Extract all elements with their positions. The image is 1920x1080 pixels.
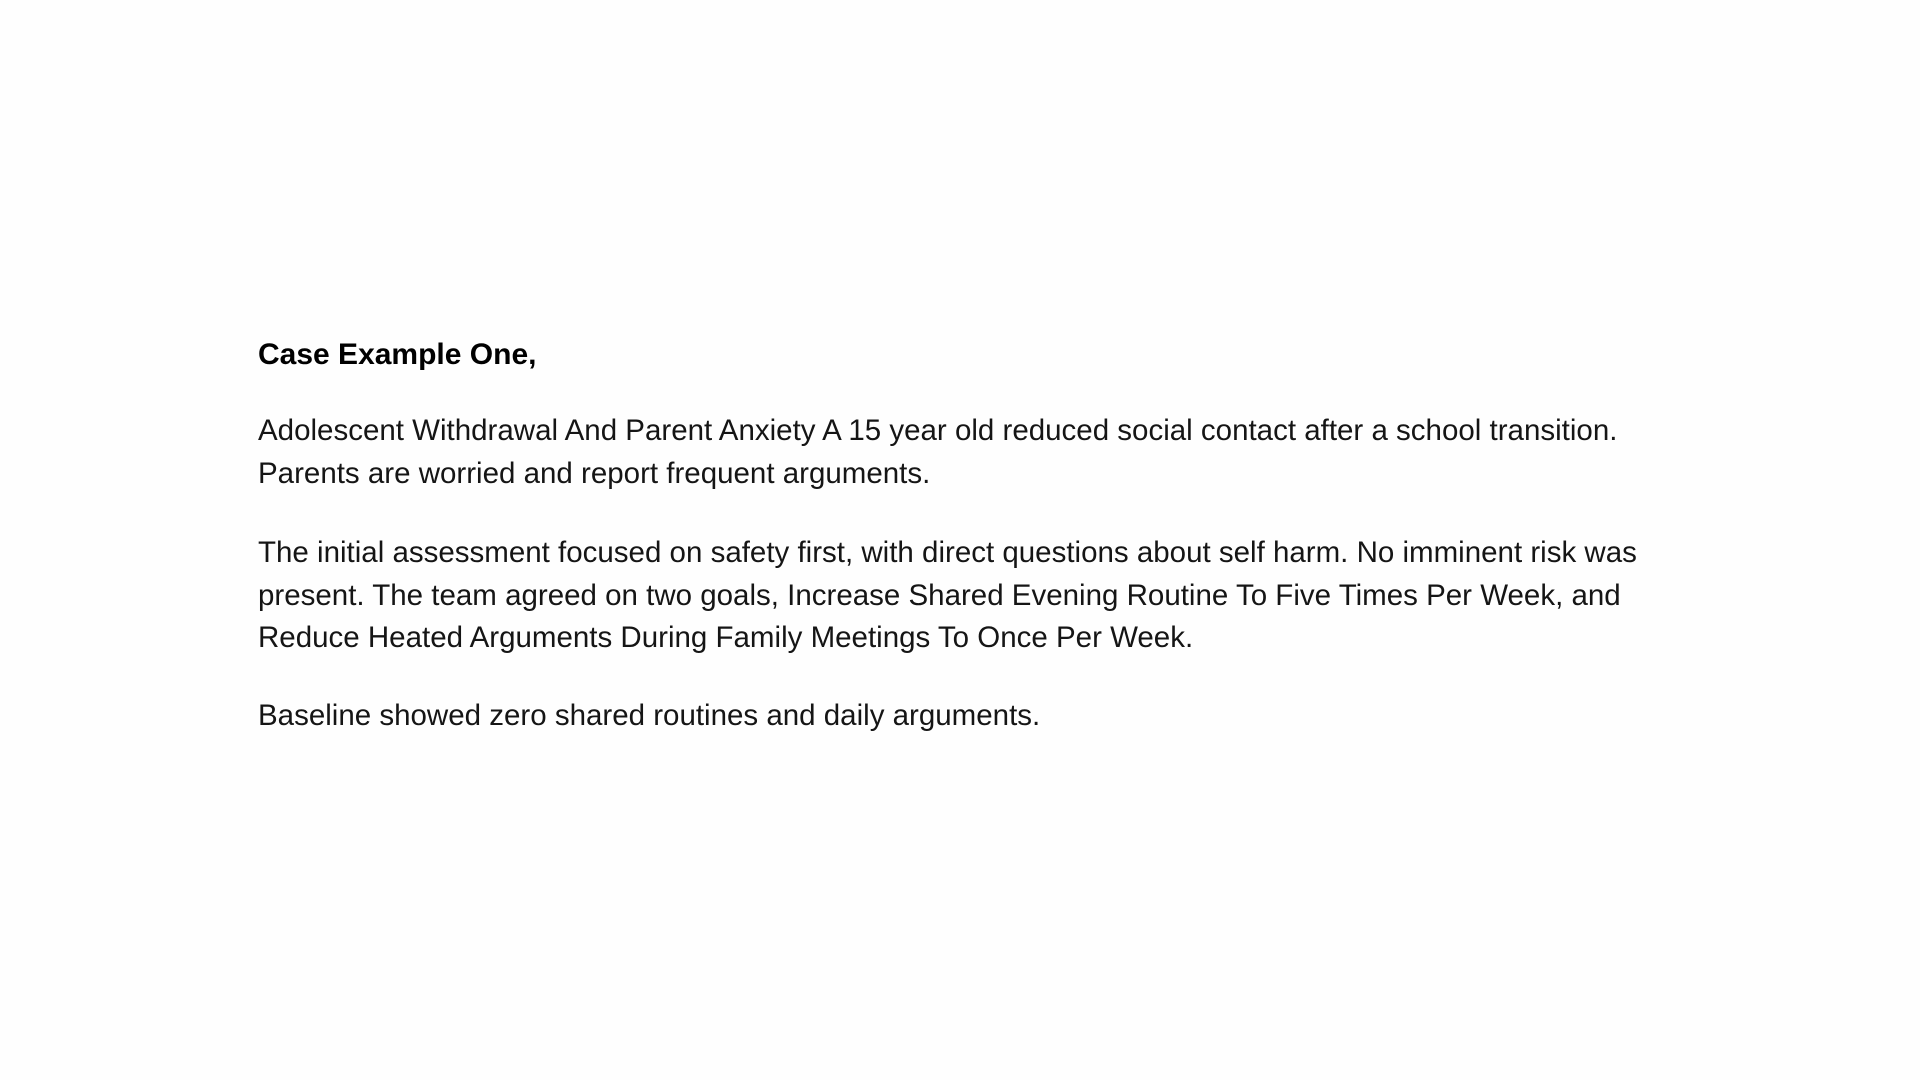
case-paragraph-baseline: Baseline showed zero shared routines and daily arguments. <box>258 698 1041 732</box>
case-paragraph-assessment: The initial assessment focused on safety first, with direct questions about self harm. No imminent risk was present. The team agreed on two goals, Increase Shared Evening Routine To Five Times Per Week, and Reduce Heated Arguments During Family Meetings To Once Per Week. <box>258 536 1637 654</box>
case-heading: Case Example One, <box>258 338 537 371</box>
case-paragraph-intro: Adolescent Withdrawal And Parent Anxiety A 15 year old reduced social contact after a school transition. Parents are worried and report frequent arguments. <box>258 414 1618 490</box>
document-body <box>258 333 1678 737</box>
